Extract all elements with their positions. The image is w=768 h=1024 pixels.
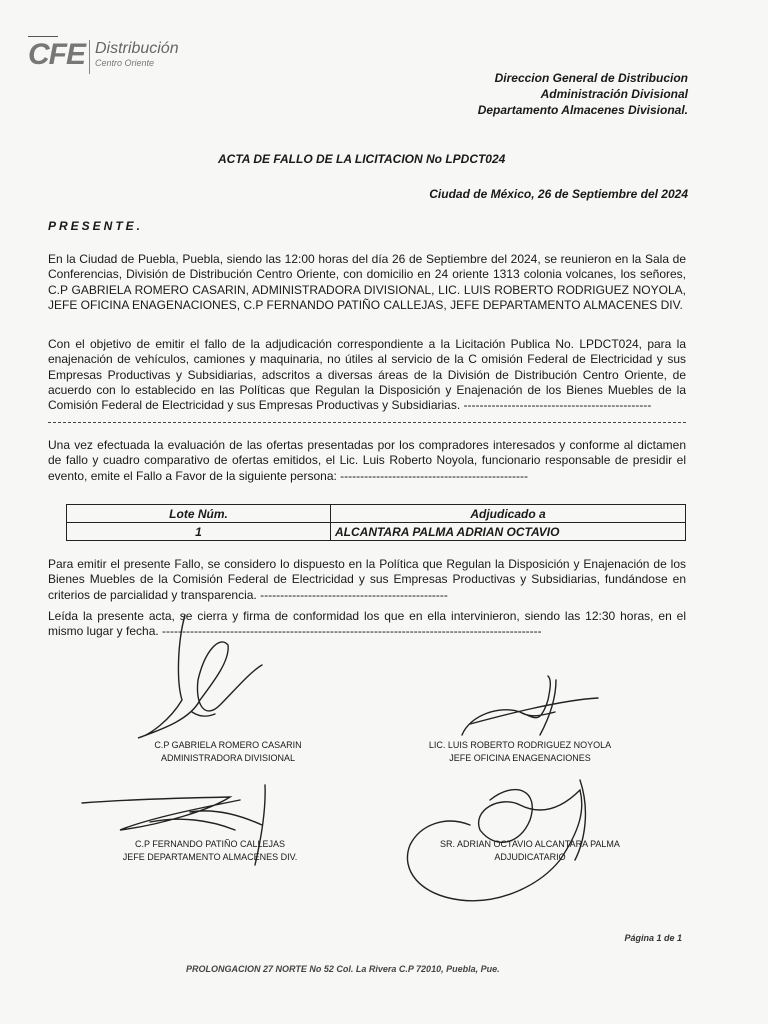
greeting: PRESENTE. bbox=[48, 219, 144, 233]
column-header-lot: Lote Núm. bbox=[67, 505, 331, 523]
paragraph-5: Leída la presente acta, se cierra y firma de conformidad los que en ella intervinieron, siendo las 12:30 horas, en el mismo lugar y fecha. ----------------------------------------------------------------------------------------------- bbox=[48, 609, 686, 639]
signature-block-3 bbox=[100, 838, 320, 864]
signature-block-1 bbox=[128, 739, 328, 765]
signer-role: JEFE OFICINA ENAGENACIONES bbox=[449, 753, 591, 763]
logo-separator bbox=[89, 40, 90, 74]
logo-subtitle: Centro Oriente bbox=[95, 58, 155, 68]
org-line-1: Direccion General de Distribucion bbox=[494, 71, 688, 85]
signature-1-stroke bbox=[192, 712, 215, 716]
signer-role: ADJUDICATARIO bbox=[494, 852, 566, 862]
date-line: Ciudad de México, 26 de Septiembre del 2024 bbox=[429, 187, 688, 201]
dashed-divider bbox=[48, 422, 686, 423]
awarded-to-cell: ALCANTARA PALMA ADRIAN OCTAVIO bbox=[331, 523, 686, 541]
signer-name: C.P GABRIELA ROMERO CASARIN bbox=[154, 740, 302, 750]
signature-block-2 bbox=[410, 739, 630, 765]
signer-name: C.P FERNANDO PATIÑO CALLEJAS bbox=[134, 839, 286, 849]
paragraph-2: Con el objetivo de emitir el fallo de la adjudicación correspondiente a la Licitación Publica No. LPDCT024, para la enajenación de vehículos, camiones y maquinaria, no útiles al servicio de la C omisión Federal de Electricidad y sus Empresas Productivas y Subsidiarias, adscritos a diversas áreas de la División de Distribución Centro Oriente, de acuerdo con lo establecido en las Políticas que Regulan la Disposición y Enajenación de los Bienes Muebles de la Comisión Federal de Electricidad y sus Empresas Productivas y Subsidiarias. ----------------------------------------------- bbox=[48, 337, 686, 413]
signature-block-4 bbox=[420, 838, 640, 864]
lot-number-cell: 1 bbox=[67, 523, 331, 541]
signer-name: LIC. LUIS ROBERTO RODRIGUEZ NOYOLA bbox=[428, 740, 612, 750]
footer-address: PROLONGACION 27 NORTE No 52 Col. La Rivera C.P 72010, Puebla, Pue. bbox=[186, 964, 500, 974]
organization-block bbox=[478, 70, 688, 118]
signer-name: SR. ADRIAN OCTAVIO ALCANTARA PALMA bbox=[440, 839, 620, 849]
signer-role: ADMINISTRADORA DIVISIONAL bbox=[160, 753, 296, 763]
org-line-2: Administración Divisional bbox=[540, 87, 688, 101]
document-title: ACTA DE FALLO DE LA LICITACION No LPDCT024 bbox=[218, 152, 506, 166]
award-table bbox=[66, 504, 686, 541]
cfe-logo bbox=[28, 40, 179, 74]
logo-title: Distribución bbox=[95, 40, 179, 57]
column-header-awarded: Adjudicado a bbox=[331, 505, 686, 523]
org-line-3: Departamento Almacenes Divisional. bbox=[477, 103, 688, 117]
logo-mark: CFE bbox=[28, 38, 85, 71]
paragraph-3: Una vez efectuada la evaluación de las ofertas presentadas por los compradores interesados y conforme al dictamen de fallo y cuadro comparativo de ofertas emitidos, el Lic. Luis Roberto Noyola, funcionario responsable de presidir el evento, emite el Fallo a Favor de la siguiente persona: ----------------------------------------------- bbox=[48, 438, 686, 483]
paragraph-1: En la Ciudad de Puebla, Puebla, siendo las 12:00 horas del día 26 de Septiembre del 2024, se reunieron en la Sala de Conferencias, División de Distribución Centro Oriente, con domicilio en 24 oriente 1313 colonia volcanes, los señores, C.P GABRIELA ROMERO CASARIN, ADMINISTRADORA DIVISIONAL, LIC. LUIS ROBERTO RODRIGUEZ NOYOLA, JEFE OFICINA ENAGENACIONES, C.P FERNANDO PATIÑO CALLEJAS, JEFE DEPARTAMENTO ALMACENES DIV. bbox=[48, 252, 686, 312]
signer-role: JEFE DEPARTAMENTO ALMACENES DIV. bbox=[122, 852, 298, 862]
signature-2-stroke bbox=[462, 676, 598, 735]
table-row bbox=[67, 523, 686, 541]
paragraph-4: Para emitir el presente Fallo, se considero lo dispuesto en la Política que Regulan la Disposición y Enajenación de los Bienes Muebles de la Comisión Federal de Electricidad y sus Empresas Productivas y Subsidiarias, fundándose en criterios de parcialidad y transparencia. ----------------------------------------------- bbox=[48, 557, 686, 602]
header-mark bbox=[28, 36, 58, 37]
page-number: Página 1 de 1 bbox=[624, 933, 682, 943]
table-header-row bbox=[67, 505, 686, 523]
